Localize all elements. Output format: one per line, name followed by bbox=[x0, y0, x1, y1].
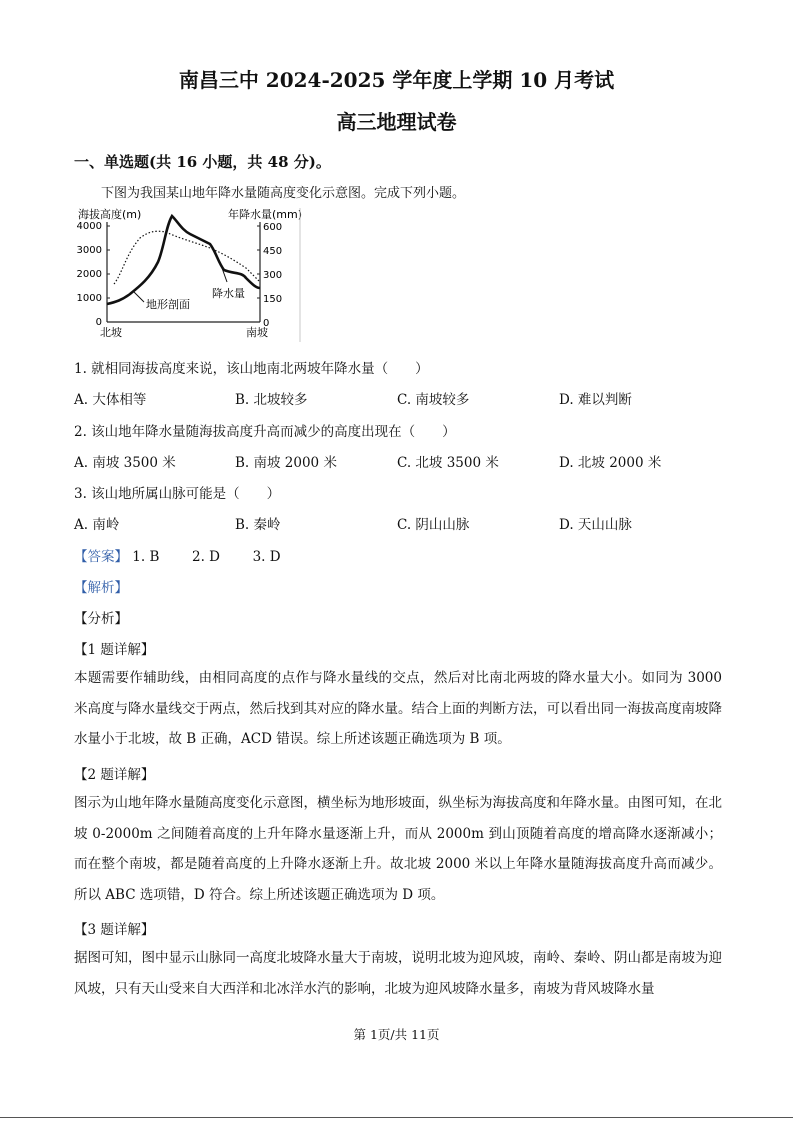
option-d: D. 难以判断 bbox=[559, 392, 632, 408]
right-axis-title: 年降水量(mm) bbox=[228, 208, 303, 221]
right-tick-label: 600 bbox=[263, 222, 283, 233]
detail-3-text: 据图可知，图中显示山脉同一高度北坡降水量大于南坡，说明北坡为迎风坡，南岭、秦岭、阴山都是南坡为迎风坡，只有天山受来自大西洋和北冰洋水汽的影响，北坡为迎风坡降水量多，南坡为背风坡降水量 bbox=[74, 950, 722, 997]
section-heading: 一、单选题(共 16 小题，共 48 分)。 bbox=[74, 153, 331, 171]
answer-value: 2. D bbox=[191, 549, 220, 565]
right-tick-label: 0 bbox=[263, 318, 270, 329]
option-a: A. 南岭 bbox=[74, 517, 120, 533]
page-footer: 第 1页/共 11页 bbox=[353, 1027, 440, 1042]
left-tick-label: 2000 bbox=[76, 269, 102, 280]
right-tick-label: 150 bbox=[263, 294, 283, 305]
question-text: 1. 就相同海拔高度来说，该山地南北两坡年降水量（ ） bbox=[74, 361, 429, 377]
detail-1-text: 本题需要作辅助线，由相同高度的点作与降水量线的交点，然后对比南北两坡的降水量大小。如同为 3000 米高度与降水量线交于两点，然后找到其对应的降水量。结合上面的判断方法，可以看出同一海拔高度南坡降水量小于北坡，故 B 正确，ACD 错误。综上所述该题正确选项为 B 项。 bbox=[74, 670, 722, 747]
detail-1-label: 【1 题详解】 bbox=[74, 642, 155, 658]
north-slope-label: 北坡 bbox=[100, 326, 122, 339]
option-c: C. 南坡较多 bbox=[397, 392, 470, 408]
exam-subtitle: 高三地理试卷 bbox=[336, 110, 457, 134]
right-tick-label: 300 bbox=[263, 270, 283, 281]
left-tick-label: 1000 bbox=[76, 293, 102, 304]
detail-2-label: 【2 题详解】 bbox=[74, 767, 155, 783]
option-b: B. 南坡 2000 米 bbox=[235, 455, 337, 471]
left-tick-label: 0 bbox=[95, 317, 102, 328]
elevation-precipitation-figure bbox=[74, 204, 314, 344]
left-axis-title: 海拔高度(m) bbox=[78, 208, 142, 221]
precipitation-line bbox=[114, 231, 260, 284]
south-slope-label: 南坡 bbox=[246, 326, 268, 339]
option-c: C. 北坡 3500 米 bbox=[397, 455, 499, 471]
section-intro: 下图为我国某山地年降水量随高度变化示意图。完成下列小题。 bbox=[101, 186, 466, 201]
question-text: 2. 该山地年降水量随海拔高度升高而减少的高度出现在（ ） bbox=[74, 424, 456, 440]
option-d: D. 天山山脉 bbox=[559, 517, 632, 533]
answer-line bbox=[74, 545, 281, 565]
detail-2-text: 图示为山地年降水量随高度变化示意图，横坐标为地形坡面，纵坐标为海拔高度和年降水量。由图可知，在北坡 0-2000m 之间随着高度的上升年降水量逐渐上升，而从 2000m 到山顶随着高度的增高降水逐渐减小；而在整个南坡，都是随着高度的上升降水逐渐上升。故北坡 2000 米以上年降水量随海拔高度升高而减少。所以 ABC 选项错，D 符合。综上所述该题正确选项为 D 项。 bbox=[74, 795, 722, 903]
answer-value: 1. B bbox=[132, 549, 160, 565]
option-b: B. 北坡较多 bbox=[235, 392, 308, 408]
terrain-profile-label: 地形剖面 bbox=[146, 298, 190, 311]
fenxi-label: 【分析】 bbox=[74, 611, 128, 627]
option-d: D. 北坡 2000 米 bbox=[559, 455, 662, 471]
precipitation-label: 降水量 bbox=[212, 287, 245, 300]
detail-3-label: 【3 题详解】 bbox=[74, 922, 155, 938]
analysis-label: 【解析】 bbox=[74, 580, 128, 596]
right-tick-label: 450 bbox=[263, 246, 283, 257]
answer-value: 3. D bbox=[252, 549, 281, 565]
bottom-divider bbox=[0, 1117, 793, 1118]
terrain-leader-line bbox=[134, 292, 144, 302]
option-a: A. 南坡 3500 米 bbox=[74, 455, 176, 471]
exam-title: 南昌三中 2024-2025 学年度上学期 10 月考试 bbox=[178, 68, 615, 92]
option-b: B. 秦岭 bbox=[235, 517, 281, 533]
left-tick-label: 4000 bbox=[76, 221, 102, 232]
answer-label: 【答案】 bbox=[74, 549, 128, 565]
left-tick-label: 3000 bbox=[76, 245, 102, 256]
question-text: 3. 该山地所属山脉可能是（ ） bbox=[74, 486, 281, 502]
option-a: A. 大体相等 bbox=[74, 392, 147, 408]
option-c: C. 阴山山脉 bbox=[397, 517, 470, 533]
